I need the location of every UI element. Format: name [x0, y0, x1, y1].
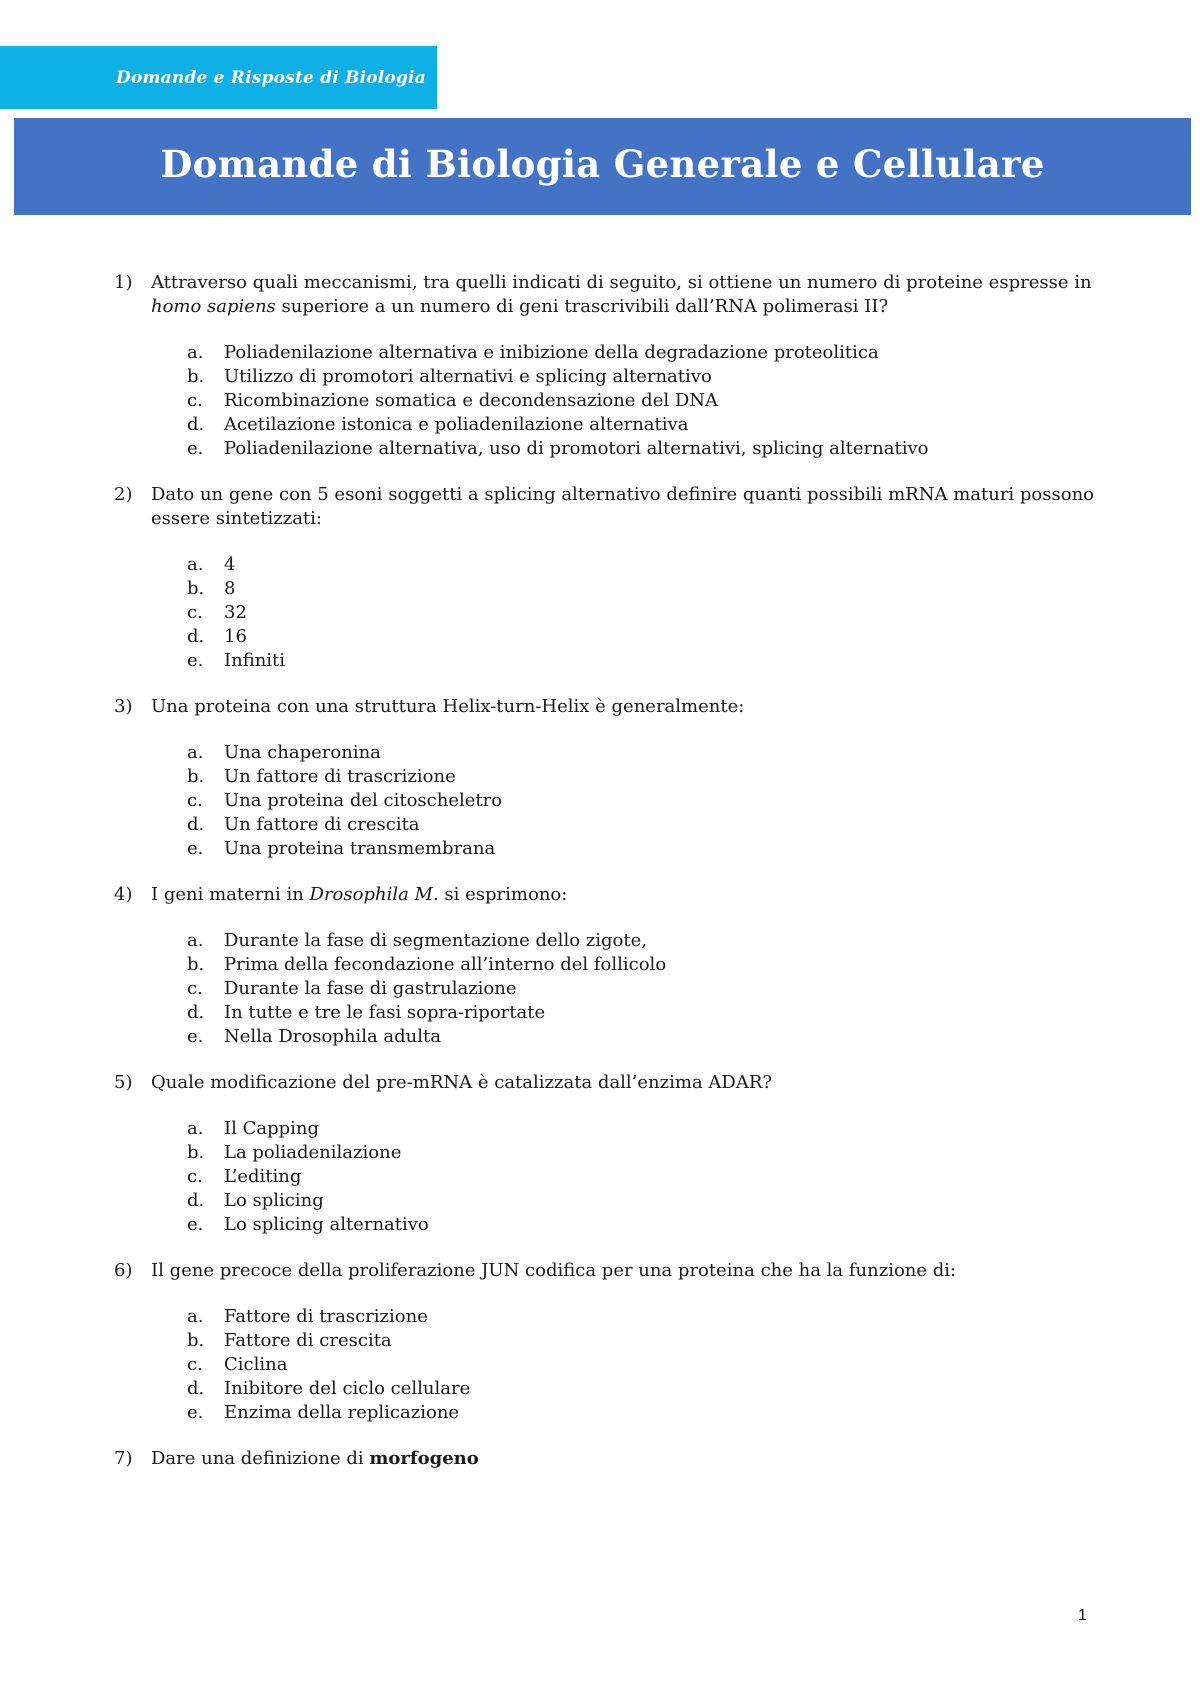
- option-a: a. Fattore di trascrizione: [187, 1306, 428, 1327]
- question-number: 1): [114, 272, 133, 293]
- question-number: 5): [114, 1072, 133, 1093]
- option-e: e. Enzima della replicazione: [187, 1402, 460, 1423]
- option-e: e. Lo splicing alternativo: [187, 1214, 429, 1235]
- option-a: a. Poliadenilazione alternativa e inibizione della degradazione proteolitica: [187, 342, 879, 363]
- option-b: b. Prima della fecondazione all’interno del follicolo: [187, 954, 667, 975]
- question-text: Il gene precoce della proliferazione JUN codifica per una proteina che ha la funzione di:: [151, 1260, 957, 1281]
- question-number: 4): [114, 884, 133, 905]
- page-number: 1: [1078, 1607, 1087, 1624]
- option-a: a. Durante la fase di segmentazione dello zigote,: [187, 930, 647, 951]
- option-e: e. Una proteina transmembrana: [187, 838, 496, 859]
- question-3: [0, 695, 1200, 861]
- option-d: d. Lo splicing: [187, 1190, 324, 1211]
- option-b: b. Un fattore di trascrizione: [187, 766, 456, 787]
- header-tab-label: Domande e Risposte di Biologia: [116, 68, 426, 88]
- question-4: [0, 883, 1200, 1049]
- option-b: b. La poliadenilazione: [187, 1142, 402, 1163]
- option-d: d. Acetilazione istonica e poliadenilazione alternativa: [187, 414, 689, 435]
- option-d: d. 16: [187, 626, 247, 647]
- option-list: [0, 341, 1200, 461]
- header-tab: [0, 46, 437, 109]
- option-b: b. Fattore di crescita: [187, 1330, 392, 1351]
- question-number: 6): [114, 1260, 133, 1281]
- option-c: c. Ricombinazione somatica e decondensazione del DNA: [187, 390, 719, 411]
- question-number: 3): [114, 696, 133, 717]
- question-number: 7): [114, 1448, 133, 1469]
- page-title: Domande di Biologia Generale e Cellulare: [160, 142, 1045, 186]
- option-c: c. Durante la fase di gastrulazione: [187, 978, 517, 999]
- option-list: [0, 741, 1200, 861]
- option-e: e. Poliadenilazione alternativa, uso di promotori alternativi, splicing alternativo: [187, 438, 929, 459]
- question-text: Dato un gene con 5 esoni soggetti a splicing alternativo definire quanti possibili mRNA maturi possono essere sintetizzati:: [151, 484, 1095, 529]
- question-list: [0, 271, 1200, 1493]
- option-d: d. Un fattore di crescita: [187, 814, 420, 835]
- option-list: [0, 553, 1200, 673]
- option-b: b. 8: [187, 578, 236, 599]
- question-5: [0, 1071, 1200, 1237]
- option-c: c. 32: [187, 602, 247, 623]
- question-1: [0, 271, 1200, 461]
- option-a: a. Il Capping: [187, 1118, 320, 1139]
- question-7: [0, 1447, 1200, 1471]
- option-b: b. Utilizzo di promotori alternativi e splicing alternativo: [187, 366, 712, 387]
- option-a: a. 4: [187, 554, 236, 575]
- option-list: [0, 1117, 1200, 1237]
- option-d: d. In tutte e tre le fasi sopra-riportate: [187, 1002, 546, 1023]
- question-text: Attraverso quali meccanismi, tra quelli indicati di seguito, si ottiene un numero di proteine espresse in homo sapiens superiore a un numero di geni trascrivibili dall’RNA polimerasi II?: [151, 272, 1092, 317]
- option-list: [0, 1305, 1200, 1425]
- option-a: a. Una chaperonina: [187, 742, 381, 763]
- key-term: morfogeno: [369, 1448, 479, 1469]
- question-text: Quale modificazione del pre-mRNA è catalizzata dall’enzima ADAR?: [151, 1072, 773, 1093]
- option-e: e. Nella Drosophila adulta: [187, 1026, 441, 1047]
- question-number: 2): [114, 484, 133, 505]
- question-2: [0, 483, 1200, 673]
- question-text: I geni materni in Drosophila M. si esprimono:: [151, 884, 568, 905]
- question-text: Dare una definizione di morfogeno: [151, 1448, 479, 1469]
- title-banner: [14, 118, 1191, 215]
- option-c: c. L’editing: [187, 1166, 302, 1187]
- option-c: c. Ciclina: [187, 1354, 288, 1375]
- species-name: Drosophila M.: [309, 884, 439, 905]
- option-c: c. Una proteina del citoscheletro: [187, 790, 503, 811]
- question-text: Una proteina con una struttura Helix-turn-Helix è generalmente:: [151, 696, 745, 717]
- question-6: [0, 1259, 1200, 1425]
- option-e: e. Infiniti: [187, 650, 286, 671]
- species-name: homo sapiens: [151, 296, 276, 317]
- option-list: [0, 929, 1200, 1049]
- option-d: d. Inibitore del ciclo cellulare: [187, 1378, 471, 1399]
